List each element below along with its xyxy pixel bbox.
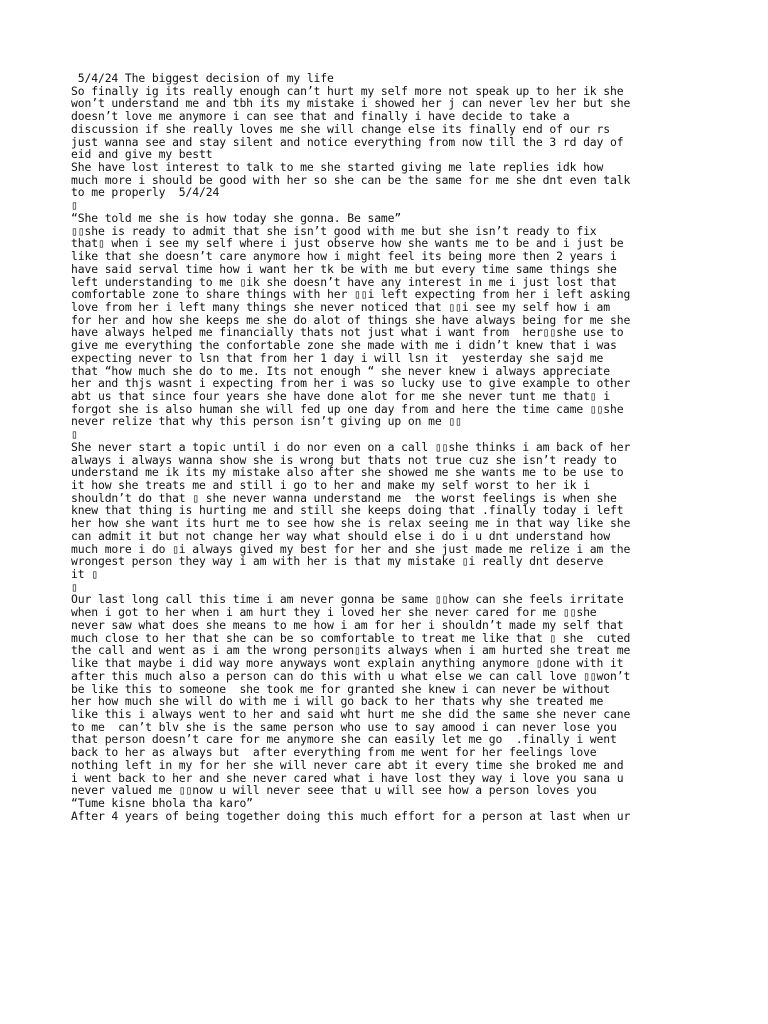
text-line: back to her as always but after everything from me went for her feelings love	[71, 745, 597, 760]
text-line: be like this to someone she took me for granted she knew i can never be without	[71, 681, 611, 696]
text-line: eid and give my bestt	[71, 147, 213, 162]
text-line: understand me ik its my mistake also after she showed me she wants me to be use to	[71, 465, 624, 480]
text-line: doesn’t love me anymore i can see that and finally i have decide to take a	[71, 109, 570, 124]
text-line: She have lost interest to talk to me she started giving me late replies idk how	[71, 160, 604, 175]
text-line: like that maybe i did way more anyways wont explain anything anymore ▯done with it	[71, 656, 624, 671]
text-line: her how she want its hurt me to see how she is relax seeing me in that way like she	[71, 516, 631, 531]
text-line: won’t understand me and tbh its my mistake i showed her j can never lev her but she	[71, 96, 631, 111]
text-line: 5/4/24 The biggest decision of my life	[71, 71, 334, 85]
text-line: much close to her that she can be so comfortable to treat me like that ▯ she cuted	[71, 630, 631, 645]
text-line: to me can’t blv she is the same person who use to say amood i can never lose you	[71, 719, 617, 734]
text-line: ▯	[71, 427, 78, 442]
document-text	[71, 72, 761, 822]
text-line: for her and how she keeps me she do alot of things she have always being for me she	[71, 312, 631, 327]
text-line: it how she treats me and still i go to her and make my self worst to her ik i	[71, 478, 590, 492]
text-line: “She told me she is how today she gonna. Be same”	[71, 210, 402, 225]
text-line: like this i always went to her and said wht hurt me she did the same she never cane	[71, 706, 631, 721]
text-line: have said serval time how i want her tk be with me but every time same things she	[71, 261, 617, 276]
text-line: that person doesn’t care for me anymore she can easily let me go .finally i went	[71, 732, 617, 747]
text-line: when i got to her when i am hurt they i loved her she never cared for me ▯▯she	[71, 605, 597, 620]
text-line: love from her i left many things she never noticed that ▯▯i see my self how i am	[71, 299, 611, 314]
text-line: the call and went as i am the wrong person▯its always when i am hurted she treat me	[71, 643, 631, 658]
text-line: to me properly 5/4/24	[71, 185, 220, 200]
text-line: discussion if she really loves me she will change else its finally end of our rs	[71, 121, 611, 136]
text-line: expecting never to lsn that from her 1 day i will lsn it yesterday she sajd me	[71, 350, 604, 365]
text-line: shouldn’t do that ▯ she never wanna understand me the worst feelings is when she	[71, 490, 617, 505]
text-line: never relize that why this person isn’t giving up on me ▯▯	[71, 414, 462, 429]
text-line: forgot she is also human she will fed up one day from and here the time came ▯▯she	[71, 401, 624, 416]
text-line: nothing left in my for her she will never care abt it every time she broked me and	[71, 757, 624, 772]
text-line: ▯	[71, 198, 78, 213]
text-line: never saw what does she means to me how i am for her i shouldn’t made my self that	[71, 617, 624, 632]
text-line: can admit it but not change her way what should else i do i u dnt understand how	[71, 528, 611, 543]
text-line: knew that thing is hurting me and still she keeps doing that .finally today i left	[71, 503, 624, 518]
text-line: So finally ig its really enough can’t hurt my self more not speak up to her ik she	[71, 83, 624, 98]
text-line: that “how much she do to me. Its not enough “ she never knew i always appreciate	[71, 363, 611, 378]
text-line: much more i do ▯i always gived my best for her and she just made me relize i am the	[71, 541, 631, 556]
text-line: Our last long call this time i am never gonna be same ▯▯how can she feels irritate	[71, 592, 624, 607]
text-line: wrongest person they way i am with her is that my mistake ▯i really dnt deserve	[71, 554, 604, 569]
text-line: comfortable zone to share things with her ▯▯i left expecting from her i left asking	[71, 287, 631, 302]
text-line: never valued me ▯▯now u will never seee that u will see how a person loves you	[71, 783, 597, 798]
text-line: i went back to her and she never cared what i have lost they way i love you sana u	[71, 770, 624, 785]
text-line: left understanding to me ▯ik she doesn’t have any interest in me i just lost that	[71, 274, 617, 289]
text-line: that▯ when i see my self where i just observe how she wants me to be and i just be	[71, 236, 624, 251]
text-line: just wanna see and stay silent and notice everything from now till the 3 rd day of	[71, 134, 624, 149]
text-line: have always helped me financially thats not just what i want from her▯▯she use to	[71, 325, 624, 340]
text-line: After 4 years of being together doing this much effort for a person at last when ur	[71, 808, 631, 823]
text-line: “Tume kisne bhola tha karo”	[71, 795, 253, 810]
text-line: ▯	[71, 579, 78, 594]
text-line: much more i should be good with her so she can be the same for me she dnt even talk	[71, 172, 631, 187]
text-line: abt us that since four years she have done alot for me she never tunt me that▯ i	[71, 388, 611, 403]
text-line: always i always wanna show she is wrong but thats not true cuz she isn’t ready to	[71, 452, 617, 467]
text-line: like that she doesn’t care anymore how i might feel its being more then 2 years i	[71, 249, 617, 264]
text-line: give me everything the confortable zone she made with me i didn’t knew that i was	[71, 338, 617, 353]
text-line: ▯▯she is ready to admit that she isn’t good with me but she isn’t ready to fix	[71, 223, 597, 238]
text-line: her and thjs wasnt i expecting from her i was so lucky use to give example to other	[71, 376, 631, 391]
text-line: after this much also a person can do this with u what else we can call love ▯▯won’t	[71, 668, 631, 683]
text-line: her how much she will do with me i will go back to her thats why she treated me	[71, 694, 604, 709]
text-line: it ▯	[71, 567, 98, 582]
text-line: She never start a topic until i do nor even on a call ▯▯she thinks i am back of her	[71, 439, 631, 454]
